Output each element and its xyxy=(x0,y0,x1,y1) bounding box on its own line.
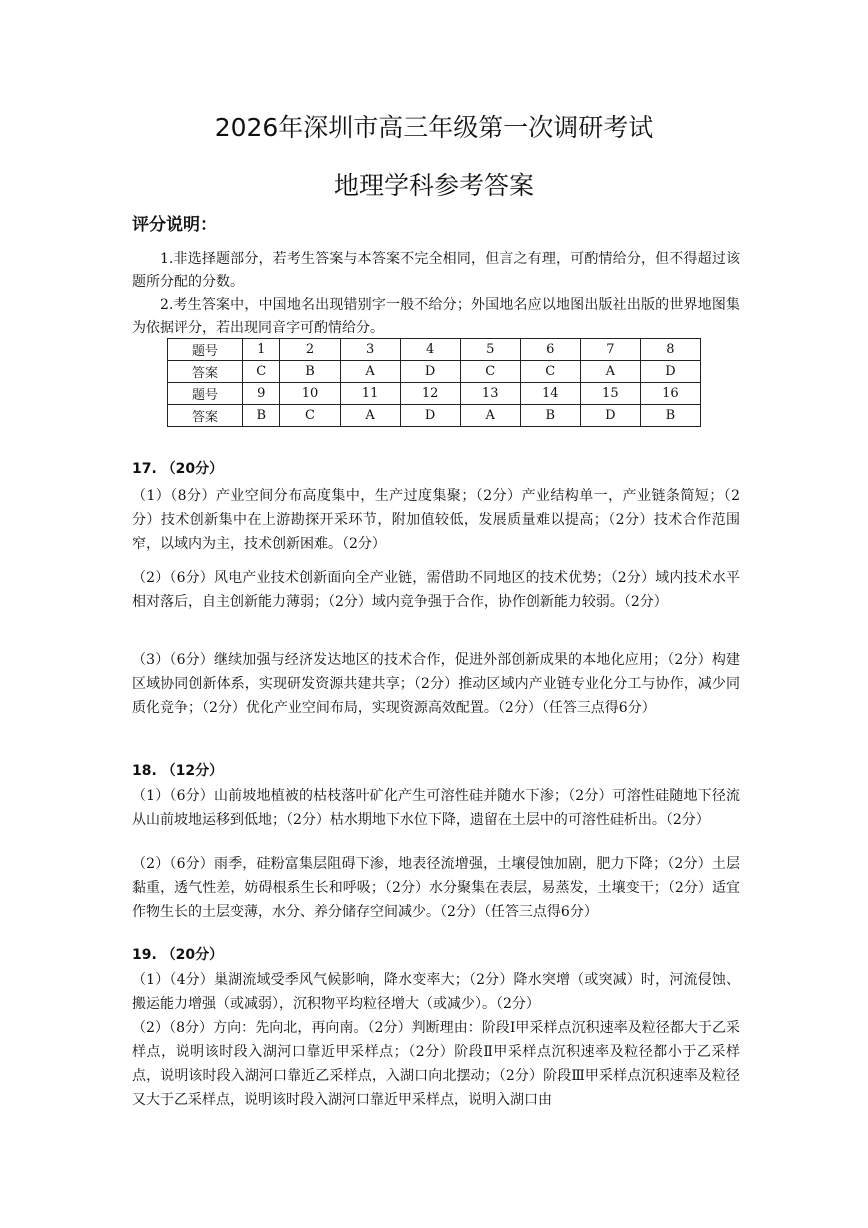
table-row xyxy=(168,361,701,383)
table-cell: A xyxy=(580,361,640,383)
table-cell: 13 xyxy=(460,383,520,405)
answer-table xyxy=(167,338,701,427)
scoring-notes-heading: 评分说明： xyxy=(132,215,217,235)
question-17-part-1: （1）（8分）产业空间分布高度集中，生产过度集聚；（2分）产业结构单一，产业链条简短；（2分）技术创新集中在上游勘探开采环节，附加值较低，发展质量难以提高；（2分）技术合作范围窄，以域内为主，技术创新困难。（2分） xyxy=(132,488,740,552)
question-19-part-1: （1）（4分）巢湖流域受季风气候影响，降水变率大；（2分）降水突增（或突减）时，河流侵蚀、搬运能力增强（或减弱），沉积物平均粒径增大（或减少）。（2分） xyxy=(132,972,740,1012)
table-cell: 14 xyxy=(520,383,580,405)
row-label: 答案 xyxy=(168,361,243,383)
table-cell: 1 xyxy=(243,339,280,361)
table-cell: B xyxy=(520,405,580,427)
table-cell: 16 xyxy=(640,383,700,405)
table-cell: A xyxy=(460,405,520,427)
table-cell: D xyxy=(400,361,460,383)
table-cell: C xyxy=(460,361,520,383)
table-cell: 12 xyxy=(400,383,460,405)
table-cell: B xyxy=(280,361,340,383)
table-cell: D xyxy=(640,361,700,383)
table-cell: 6 xyxy=(520,339,580,361)
table-row xyxy=(168,339,701,361)
scoring-note-1: 1.非选择题部分，若考生答案与本答案不完全相同，但言之有理，可酌情给分，但不得超过该题所分配的分数。 xyxy=(132,251,740,290)
table-cell: 3 xyxy=(340,339,400,361)
table-cell: C xyxy=(520,361,580,383)
subject-title: 地理学科参考答案 xyxy=(333,171,534,200)
table-cell: B xyxy=(640,405,700,427)
table-cell: 5 xyxy=(460,339,520,361)
exam-title: 2026年深圳市高三年级第一次调研考试 xyxy=(214,113,654,142)
table-row xyxy=(168,383,701,405)
table-cell: C xyxy=(243,361,280,383)
table-cell: A xyxy=(340,361,400,383)
question-17-header: 17. （20分） xyxy=(132,461,224,477)
table-cell: D xyxy=(580,405,640,427)
table-cell: 7 xyxy=(580,339,640,361)
question-19-header: 19. （20分） xyxy=(132,947,224,963)
question-17-part-2: （2）（6分）风电产业技术创新面向全产业链，需借助不同地区的技术优势；（2分）域内技术水平相对落后，自主创新能力薄弱；（2分）域内竞争强于合作，协作创新能力较弱。（2分） xyxy=(132,570,740,610)
table-cell: C xyxy=(280,405,340,427)
scoring-note-2: 2.考生答案中，中国地名出现错别字一般不给分；外国地名应以地图出版社出版的世界地图集为依据评分，若出现同音字可酌情给分。 xyxy=(132,297,740,336)
table-cell: D xyxy=(400,405,460,427)
table-cell: A xyxy=(340,405,400,427)
table-cell: 2 xyxy=(280,339,340,361)
table-cell: 15 xyxy=(580,383,640,405)
table-cell: 8 xyxy=(640,339,700,361)
table-cell: 11 xyxy=(340,383,400,405)
table-cell: 10 xyxy=(280,383,340,405)
question-18-header: 18. （12分） xyxy=(132,763,224,779)
question-17-part-3: （3）（6分）继续加强与经济发达地区的技术合作，促进外部创新成果的本地化应用；（2分）构建区域协同创新体系，实现研发资源共建共享；（2分）推动区域内产业链专业化分工与协作，减少同质化竞争；（2分）优化产业空间布局，实现资源高效配置。（2分）（任答三点得6分） xyxy=(132,652,740,716)
row-label: 答案 xyxy=(168,405,243,427)
question-18-part-2: （2）（6分）雨季，硅粉富集层阻碍下渗，地表径流增强，土壤侵蚀加剧，肥力下降；（2分）土层黏重，透气性差，妨碍根系生长和呼吸；（2分）水分聚集在表层，易蒸发，土壤变干；（2分）适宜作物生长的土层变薄，水分、养分储存空间减少。（2分）（任答三点得6分） xyxy=(132,856,740,920)
row-label: 题号 xyxy=(168,383,243,405)
question-19-part-2: （2）（8分）方向：先向北，再向南。（2分）判断理由：阶段Ⅰ甲采样点沉积速率及粒径都大于乙采样点，说明该时段入湖河口靠近甲采样点；（2分）阶段Ⅱ甲采样点沉积速率及粒径都小于乙采样点，说明该时段入湖河口靠近乙采样点，入湖口向北摆动；（2分）阶段Ⅲ甲采样点沉积速率及粒径又大于乙采样点，说明该时段入湖河口靠近甲采样点，说明入湖口由 xyxy=(132,1020,740,1108)
table-cell: B xyxy=(243,405,280,427)
table-cell: 9 xyxy=(243,383,280,405)
row-label: 题号 xyxy=(168,339,243,361)
table-row xyxy=(168,405,701,427)
question-18-part-1: （1）（6分）山前坡地植被的枯枝落叶矿化产生可溶性硅并随水下渗；（2分）可溶性硅随地下径流从山前坡地运移到低地；（2分）枯水期地下水位下降，遗留在土层中的可溶性硅析出。（2分） xyxy=(132,788,740,828)
table-cell: 4 xyxy=(400,339,460,361)
